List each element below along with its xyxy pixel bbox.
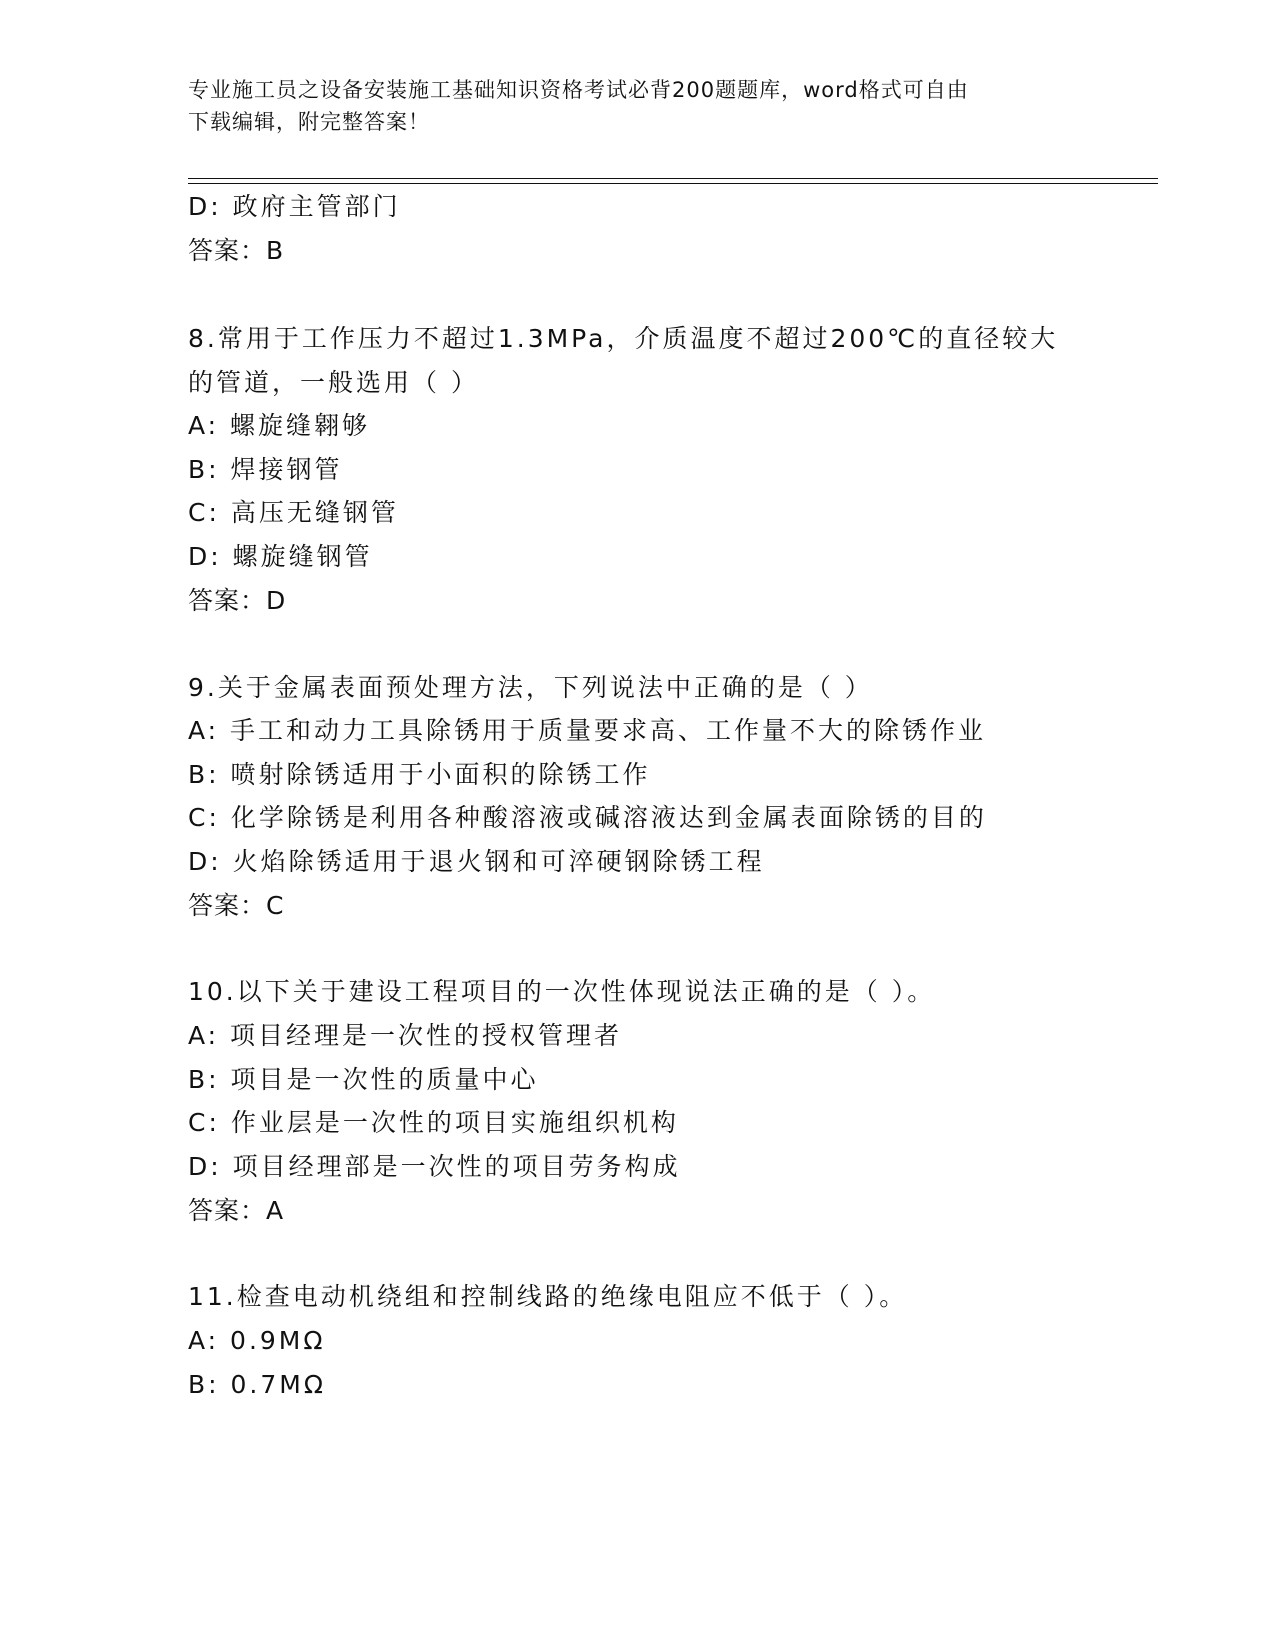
q8-answer: 答案：D bbox=[188, 586, 287, 615]
q8-option-a: A: 螺旋缝翱够 bbox=[188, 411, 371, 440]
q8-stem-line-2: 的管道，一般选用（ ） bbox=[188, 368, 479, 397]
q10-option-c: C: 作业层是一次性的项目实施组织机构 bbox=[188, 1108, 679, 1137]
q10-option-d: D: 项目经理部是一次性的项目劳务构成 bbox=[188, 1152, 681, 1181]
q10-stem: 10.以下关于建设工程项目的一次性体现说法正确的是（ ）。 bbox=[188, 977, 936, 1006]
q9-option-c: C: 化学除锈是利用各种酸溶液或碱溶液达到金属表面除锈的目的 bbox=[188, 803, 987, 832]
prev-option-d: D: 政府主管部门 bbox=[188, 192, 401, 221]
header-divider-top bbox=[188, 178, 1158, 179]
header-divider-bottom bbox=[188, 183, 1158, 184]
q8-option-b: B: 焊接钢管 bbox=[188, 455, 343, 484]
q8-option-c: C: 高压无缝钢管 bbox=[188, 498, 399, 527]
q8-stem-line-1: 8.常用于工作压力不超过1.3MPa，介质温度不超过200℃的直径较大 bbox=[188, 324, 1059, 353]
q10-option-a: A: 项目经理是一次性的授权管理者 bbox=[188, 1021, 623, 1050]
q10-answer: 答案：A bbox=[188, 1196, 285, 1225]
header-line-1: 专业施工员之设备安装施工基础知识资格考试必背200题题库，word格式可自由 bbox=[188, 78, 969, 102]
q10-option-b: B: 项目是一次性的质量中心 bbox=[188, 1065, 539, 1094]
q9-stem: 9.关于金属表面预处理方法，下列说法中正确的是（ ） bbox=[188, 673, 873, 702]
prev-answer: 答案：B bbox=[188, 236, 285, 265]
q9-answer: 答案：C bbox=[188, 891, 285, 920]
q11-option-a: A: 0.9MΩ bbox=[188, 1326, 326, 1355]
header-line-2: 下载编辑，附完整答案！ bbox=[188, 110, 430, 134]
q11-stem: 11.检查电动机绕组和控制线路的绝缘电阻应不低于（ ）。 bbox=[188, 1282, 908, 1311]
q8-option-d: D: 螺旋缝钢管 bbox=[188, 542, 373, 571]
q9-option-a: A: 手工和动力工具除锈用于质量要求高、工作量不大的除锈作业 bbox=[188, 716, 987, 745]
q9-option-d: D: 火焰除锈适用于退火钢和可淬硬钢除锈工程 bbox=[188, 847, 765, 876]
q11-option-b: B: 0.7MΩ bbox=[188, 1370, 326, 1399]
document-header bbox=[188, 74, 1068, 138]
q9-option-b: B: 喷射除锈适用于小面积的除锈工作 bbox=[188, 760, 651, 789]
